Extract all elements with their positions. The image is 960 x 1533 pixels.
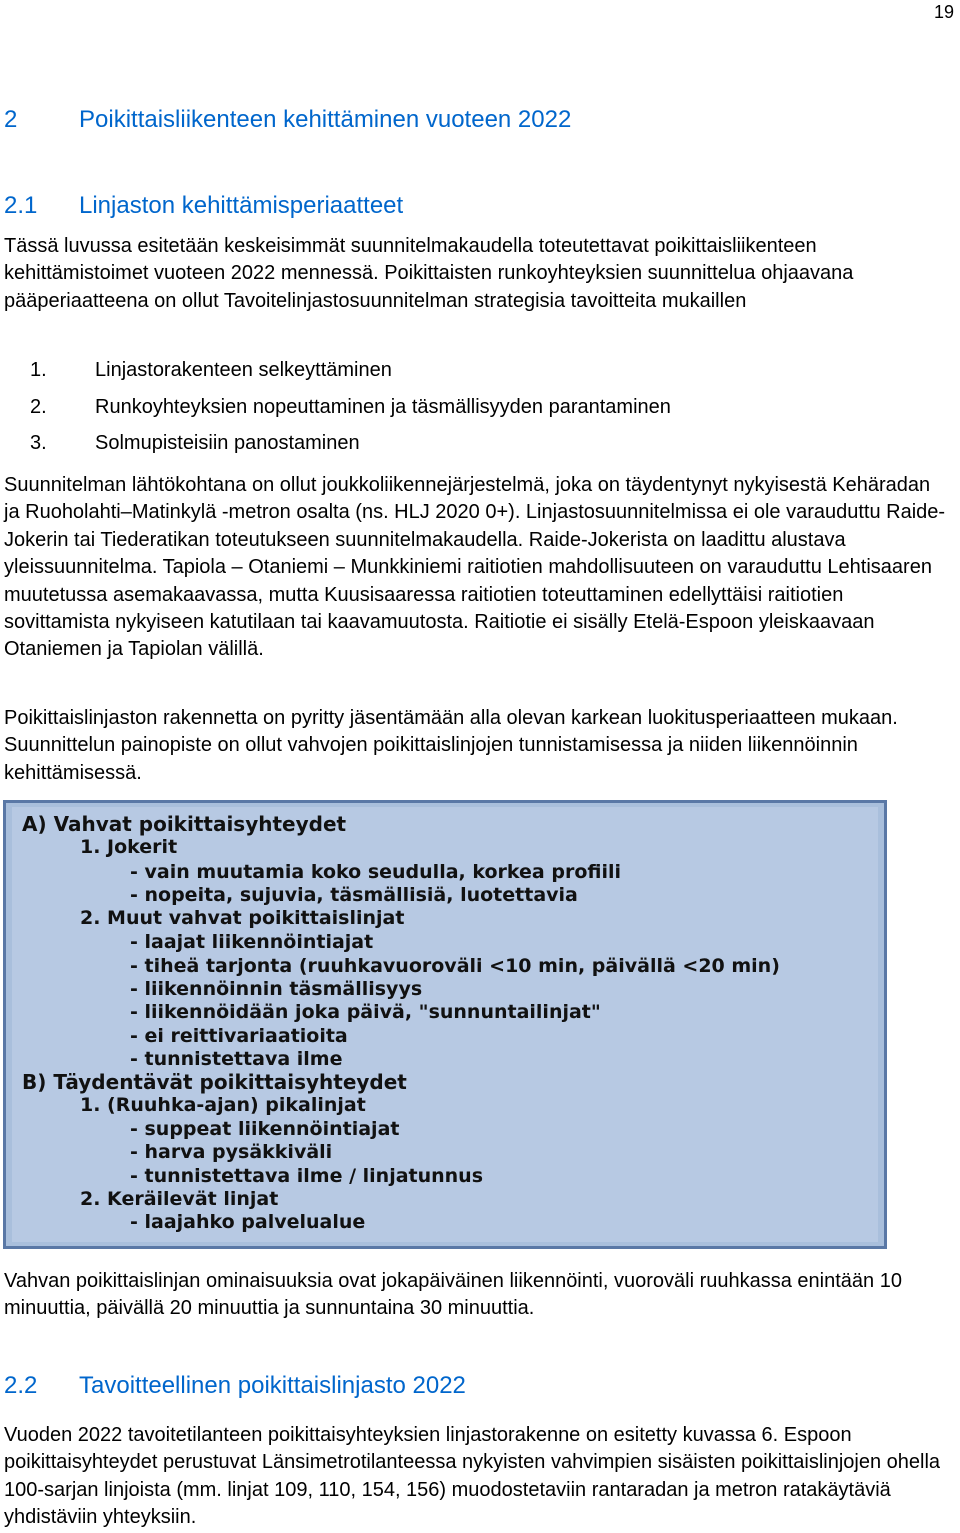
figure-line: 2. Keräilevät linjat [80, 1188, 279, 1210]
figure-line: - laajat liikennöintiajat [130, 931, 374, 953]
section-title: Linjaston kehittämisperiaatteet [79, 192, 404, 219]
classification-paragraph: Poikittaislinjaston rakennetta on pyritty jäsentämään alla olevan karkean luokitusperiaatteen mukaan. Suunnittelun painopiste on ollut vahvojen poikittaislinjojen tunnistamisessa ja niiden liikennöinnin kehittämisessä. [4, 707, 898, 784]
classification-figure [3, 800, 887, 1249]
list-item: 3. Solmupisteisiin panostaminen [30, 432, 360, 454]
figure-line: - tunnistettava ilme [130, 1048, 343, 1070]
section-number: 2.2 [4, 1372, 38, 1399]
figure-line: - nopeita, sujuvia, täsmällisiä, luotettavia [130, 884, 578, 906]
figure-line: - tiheä tarjonta (ruuhkavuoroväli <10 min, päivällä <20 min) [130, 955, 780, 977]
principles-list [30, 357, 671, 467]
section-heading-2-1 [4, 192, 403, 220]
background-paragraph: Suunnitelman lähtökohtana on ollut joukkoliikennejärjestelmä, joka on täydentynyt nykyisestä Kehäradan ja Ruoholahti–Matinkylä -metron osalta (ns. HLJ 2020 0+). Linjastosuunnitelmissa ei ole varauduttu Raide-Jokerin tai Tiederatikan toteutukseen suunnitelmakaudella. Raide-Jokerista on laadittu alustava yleissuunnitelma. Tapiola – Otaniemi – Munkkiniemi raitiotien mahdollisuuteen on varauduttu Lehtisaaren muutetussa asemakaavassa, mutta Kuusisaaressa raitiotien toteuttaminen edellyttäisi raitiotien sovittamista nykyiseen katutilaan tai kaavamuutosta. Raitiotie ei sisälly Etelä-Espoon yleiskaavaan Otaniemen ja Tapiolan välillä. [4, 474, 946, 661]
section-title: Tavoitteellinen poikittaislinjasto 2022 [79, 1372, 466, 1399]
page-number: 19 [933, 2, 954, 22]
figure-line: - liikennöinnin täsmällisyys [130, 978, 423, 1000]
strong-line-paragraph: Vahvan poikittaislinjan ominaisuuksia ovat jokapäiväinen liikennöinti, vuoroväli ruuhkassa enintään 10 minuuttia, päivällä 20 minuuttia ja sunnuntaina 30 minuuttia. [4, 1270, 902, 1320]
figure-line: B) Täydentävät poikittaisyhteydet [22, 1070, 407, 1094]
figure-line: - ei reittivariaatioita [130, 1025, 348, 1047]
list-item: 1. Linjastorakenteen selkeyttäminen [30, 359, 392, 381]
section-number: 2.1 [4, 192, 38, 219]
figure-panel [12, 807, 878, 1242]
list-item: 2. Runkoyhteyksien nopeuttaminen ja täsmällisyyden parantaminen [30, 395, 671, 418]
section-heading-2-2 [4, 1372, 466, 1400]
chapter-title: Poikittaisliikenteen kehittäminen vuoteen 2022 [79, 106, 572, 133]
chapter-heading [4, 106, 571, 134]
figure-line: 1. Jokerit [80, 836, 178, 858]
figure-line: - liikennöidään joka päivä, "sunnuntailinjat" [130, 1001, 601, 1023]
figure-line: 1. (Ruuhka-ajan) pikalinjat [80, 1094, 366, 1116]
figure-line: - harva pysäkkiväli [130, 1141, 333, 1163]
intro-paragraph: Tässä luvussa esitetään keskeisimmät suunnitelmakaudella toteutettavat poikittaisliikenteen kehittämistoimet vuoteen 2022 mennessä. Poikittaisten runkoyhteyksien suunnittelua ohjaavana pääperiaatteena on ollut Tavoitelinjastosuunnitelman strategisia tavoitteita mukaillen [4, 235, 854, 312]
chapter-number: 2 [4, 106, 18, 133]
figure-line: - vain muutamia koko seudulla, korkea profiili [130, 861, 622, 883]
figure-line: A) Vahvat poikittaisyhteydet [22, 812, 347, 836]
figure-line: - suppeat liikennöintiajat [130, 1118, 400, 1140]
figure-line: - tunnistettava ilme / linjatunnus [130, 1165, 484, 1187]
figure-line: - laajahko palvelualue [130, 1211, 366, 1233]
target-network-paragraph: Vuoden 2022 tavoitetilanteen poikittaisyhteyksien linjastorakenne on esitetty kuvassa 6. Espoon poikittaisyhteydet perustuvat Länsimetrotilanteessa nykyisten vahvimpien sisäisten poikittaislinjojen ohella 100-sarjan linjoista (mm. linjat 109, 110, 154, 156) muodostetaviin rantaradan ja metron ratakäytäviä yhdistäviin yhteyksiin. [4, 1424, 941, 1529]
figure-line: 2. Muut vahvat poikittaislinjat [80, 907, 405, 929]
